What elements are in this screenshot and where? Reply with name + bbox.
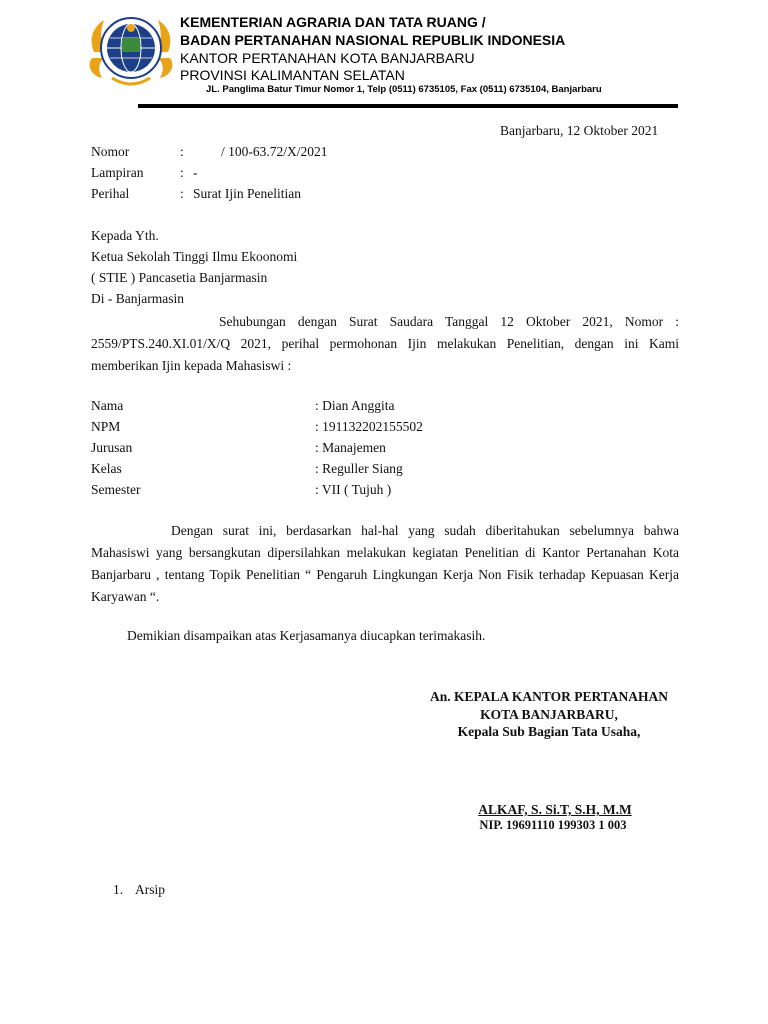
- recipient-block: [91, 225, 297, 309]
- letterhead-office: KANTOR PERTANAHAN KOTA BANJARBARU: [180, 50, 475, 66]
- signature-title-3: Kepala Sub Bagian Tata Usaha,: [457, 724, 641, 739]
- signature-title-2: KOTA BANJARBARU,: [480, 707, 618, 722]
- agency-logo: [86, 8, 176, 92]
- field-sep: :: [180, 165, 184, 180]
- field-sep: :: [180, 186, 184, 201]
- detail-label: Nama: [91, 398, 124, 413]
- recipient-line: Ketua Sekolah Tinggi Ilmu Ekoonomi: [91, 249, 298, 264]
- field-label: Nomor: [91, 144, 130, 159]
- detail-row: [91, 458, 491, 479]
- detail-value: : VII ( Tujuh ): [315, 482, 392, 497]
- signatory-name-text: ALKAF, S. Si.T, S.H, M.M: [478, 802, 632, 817]
- cc-item: Arsip: [135, 882, 165, 897]
- detail-row: [91, 395, 491, 416]
- detail-row: [91, 437, 491, 458]
- field-value: Surat Ijin Penelitian: [193, 186, 301, 201]
- detail-value: : Reguller Siang: [315, 461, 403, 476]
- student-details: [91, 395, 491, 500]
- detail-label: Kelas: [91, 461, 122, 476]
- detail-label: NPM: [91, 419, 121, 434]
- letterhead-agency: BADAN PERTANAHAN NASIONAL REPUBLIK INDONESIA: [180, 32, 566, 48]
- field-label: Lampiran: [91, 165, 144, 180]
- cc-number: 1.: [113, 882, 124, 897]
- letterhead-ministry: KEMENTERIAN AGRARIA DAN TATA RUANG /: [180, 14, 486, 30]
- detail-row: [91, 416, 491, 437]
- detail-value: : Manajemen: [315, 440, 386, 455]
- recipient-line: Kepada Yth.: [91, 228, 159, 243]
- field-label: Perihal: [91, 186, 130, 201]
- signatory-name: [396, 802, 714, 818]
- signatory-nip: NIP. 19691110 199303 1 003: [479, 818, 627, 832]
- detail-value: : 191132202155502: [315, 419, 423, 434]
- recipient-line: ( STIE ) Pancasetia Banjarmasin: [91, 270, 268, 285]
- field-sep: :: [180, 144, 184, 159]
- body-paragraph-2: Dengan surat ini, berdasarkan hal-hal yang sudah diberitahukan sebelumnya bahwa Mahasiswi yang bersangkutan dipersilahkan melakukan kegiatan Penelitian di Kantor Pertanahan Kota Banjarbaru , tentang Topik Penelitian “ Pengaruh Lingkungan Kerja Non Fisik terhadap Kepuasan Kerja Karyawan “.: [91, 523, 679, 604]
- detail-row: [91, 479, 491, 500]
- body-paragraph-1: Sehubungan dengan Surat Saudara Tanggal 12 Oktober 2021, Nomor : 2559/PTS.240.XI.01/X/Q 2021, perihal permohonan Ijin melakukan Penelitian, dengan ini Kami memberikan Ijin kepada Mahasiswi :: [91, 314, 679, 373]
- letter-date: Banjarbaru, 12 Oktober 2021: [500, 123, 659, 138]
- signature-title-1: An. KEPALA KANTOR PERTANAHAN: [429, 689, 669, 704]
- letterhead-province: PROVINSI KALIMANTAN SELATAN: [180, 67, 405, 83]
- detail-value: : Dian Anggita: [315, 398, 395, 413]
- detail-label: Semester: [91, 482, 141, 497]
- letterhead-rule: [138, 104, 678, 108]
- field-value: -: [193, 165, 198, 180]
- detail-label: Jurusan: [91, 440, 133, 455]
- field-value: / 100-63.72/X/2021: [221, 144, 328, 159]
- recipient-line: Di - Banjarmasin: [91, 291, 184, 306]
- letterhead-address: JL. Panglima Batur Timur Nomor 1, Telp (0511) 6735105, Fax (0511) 6735104, Banjarbaru: [206, 84, 602, 95]
- closing-line: Demikian disampaikan atas Kerjasamanya diucapkan terimakasih.: [127, 628, 486, 643]
